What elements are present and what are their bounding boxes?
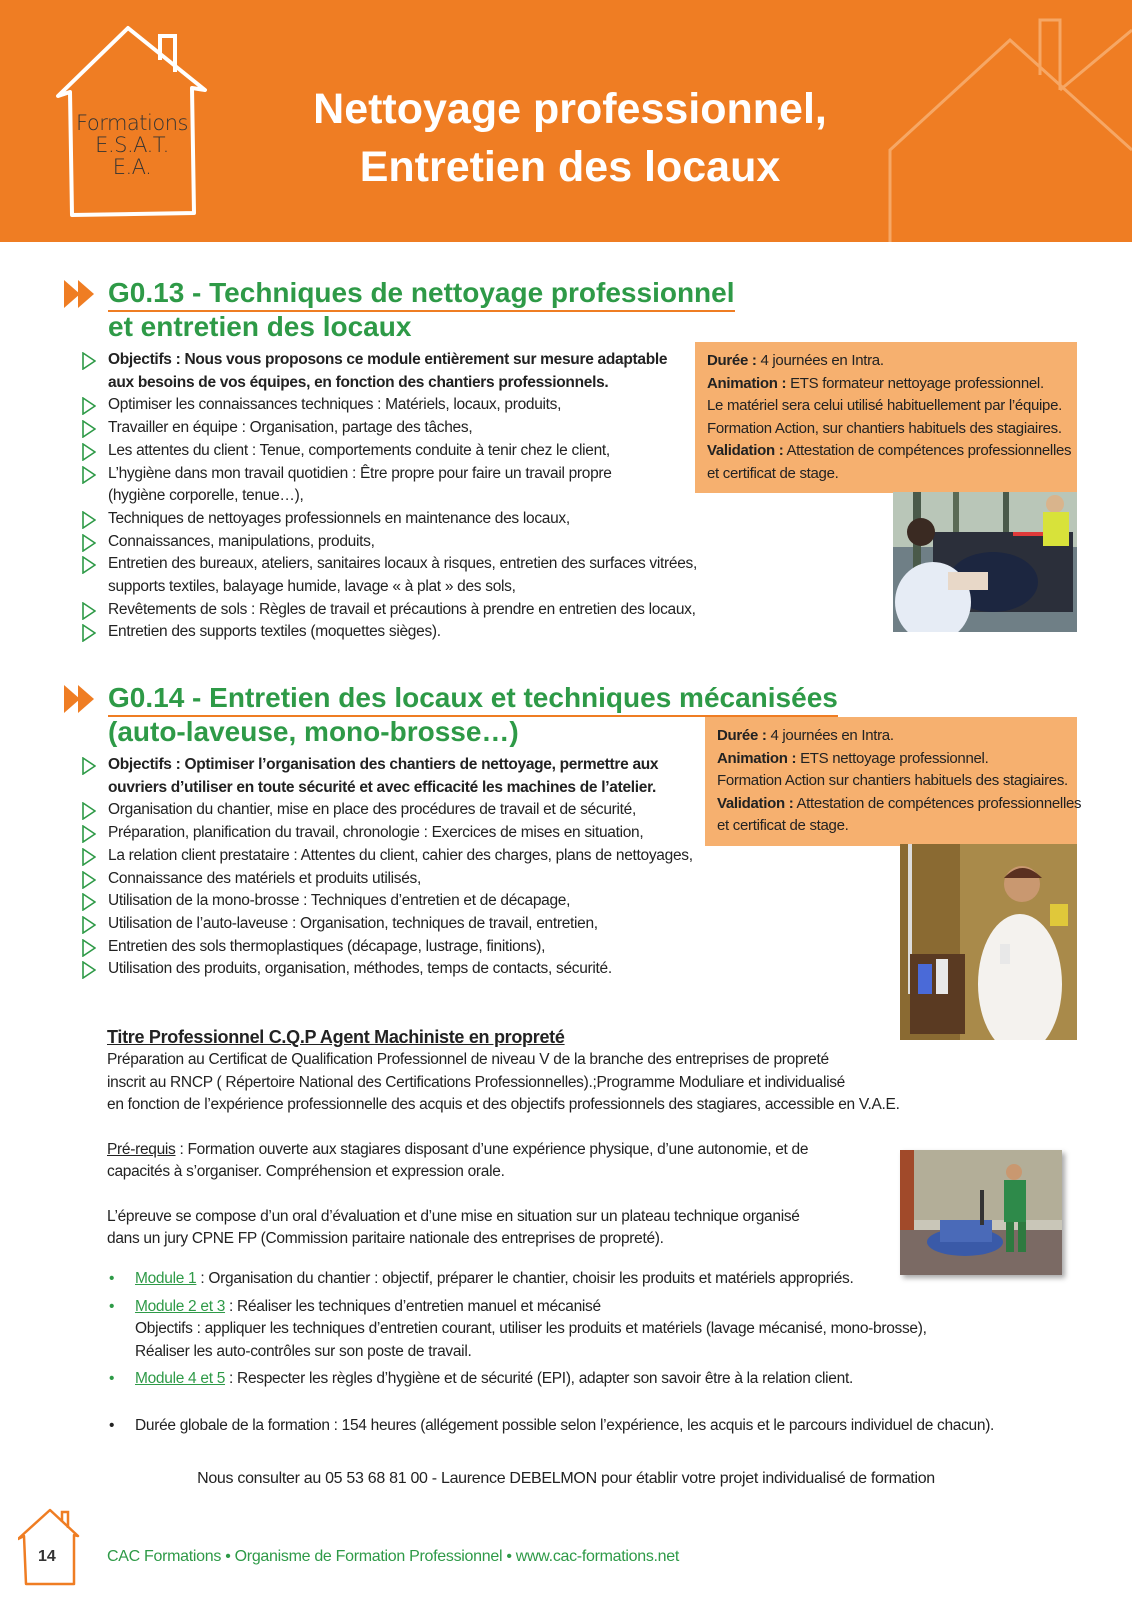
triangle-bullet-icon [82,534,96,552]
list-item: Objectifs : Optimiser l’organisation des chantiers de nettoyage, permettre aux [82,754,693,777]
module-link[interactable]: Module 4 et 5 [135,1370,226,1387]
triangle-bullet-icon [82,466,96,484]
cqp-title: Titre Professionnel C.Q.P Agent Machiniste en propreté [107,1027,565,1047]
list-item: aux besoins de vos équipes, en fonction des chantiers professionnels. [108,373,609,391]
module-item: • Module 4 et 5 : Respecter les règles d’hygiène et de sécurité (EPI), adapter son savoir être à la relation client. [107,1368,927,1391]
triangle-bullet-icon [82,556,96,574]
triangle-bullet-icon [82,802,96,820]
list-item: Préparation, planification du travail, chronologie : Exercices de mises en situation, [82,822,693,845]
g013-topic-list [82,349,697,644]
list-item: Techniques de nettoyages professionnels en maintenance des locaux, [82,508,697,531]
logo-text [72,112,192,178]
section-title-line: et entretien des locaux [108,311,412,342]
list-item: Connaissance des matériels et produits utilisés, [82,868,693,891]
duree-globale-list [107,1415,994,1438]
triangle-bullet-icon [82,893,96,911]
info-line: et certificat de stage. [717,817,849,834]
bullet-dot-icon: • [109,1297,115,1315]
cqp-para-line: Préparation au Certificat de Qualification Professionnel de niveau V de la branche des entreprises de propreté [107,1051,829,1068]
logo-line: Formations [76,111,188,135]
triangle-bullet-icon [82,757,96,775]
triangle-bullet-icon [82,848,96,866]
list-item: Entretien des supports textiles (moquettes sièges). [82,621,697,644]
info-line: Le matériel sera celui utilisé habituellement par l’équipe. [707,397,1063,414]
footer-text[interactable]: CAC Formations • Organisme de Formation Professionnel • www.cac-formations.net [107,1548,680,1565]
triangle-bullet-icon [82,961,96,979]
module-sub-line: Réaliser les auto-contrôles sur son poste de travail. [135,1342,472,1360]
section-title-line: (auto-laveuse, mono-brosse…) [108,716,519,747]
page-title-line: Entretien des locaux [359,143,781,191]
list-item: Revêtements de sols : Règles de travail et précautions à prendre en entretien des locaux, [82,599,697,622]
list-item: Les attentes du client : Tenue, comportements conduite à tenir chez le client, [82,440,697,463]
triangle-bullet-icon [82,602,96,620]
info-line: et certificat de stage. [707,464,839,482]
list-item: supports textiles, balayage humide, lavage « à plat » des sols, [108,578,516,596]
section-heading-g013 [64,276,864,346]
prereq-line: Pré-requis : Formation ouverte aux stagiares disposant d’une expérience physique, d’une autonomie, et de [107,1140,809,1158]
list-item: Travailler en équipe : Organisation, partage des tâches, [82,417,697,440]
g013-info-box [695,342,1077,493]
triangle-bullet-icon [82,397,96,415]
photo-vehicle-cleaning [893,492,1077,632]
bullet-dot-icon: • [109,1417,115,1434]
cqp-para-line: inscrit au RNCP ( Répertoire National des Certifications Professionnelles).;Programme Moduliare et individualisé [107,1073,846,1091]
logo-line: E.S.A.T. [95,133,169,157]
list-item: Entretien des bureaux, ateliers, sanitaires locaux à risques, entretien des surfaces vitrées, [82,553,697,576]
module-item: • Module 2 et 3 : Réaliser les techniques d’entretien manuel et mécanisé Objectifs : appliquer les techniques d’entretien courant, utiliser les produits et matériels (lavage mécanisé, mono-brosse), Réaliser les auto-contrôles sur son poste de travail. [107,1296,927,1364]
section-title-line: G0.14 - Entretien des locaux et techniques mécanisées [108,681,838,717]
list-item: Organisation du chantier, mise en place des procédures de travail et de sécurité, [82,799,693,822]
modules-list [107,1268,927,1396]
page-title [250,80,890,196]
section-title-line: G0.13 - Techniques de nettoyage professionnel [108,276,735,312]
list-item: ouvriers d’utiliser en toute sécurité et avec efficacité les machines de l’atelier. [108,778,656,796]
logo-line: E.A. [112,155,152,179]
triangle-bullet-icon [82,624,96,642]
duree-line: Durée : 4 journées en Intra. [717,727,894,744]
triangle-bullet-icon [82,825,96,843]
animation-line: Animation : ETS nettoyage professionnel. [717,749,989,767]
duree-line: Durée : 4 journées en Intra. [707,352,884,369]
list-item: (hygiène corporelle, tenue…), [108,487,304,505]
double-arrow-icon [64,683,104,715]
module-link[interactable]: Module 2 et 3 [135,1297,226,1315]
list-item: Connaissances, manipulations, produits, [82,531,697,554]
prereq-line: capacités à s’organiser. Compréhension et expression orale. [107,1163,505,1180]
footer-house-icon [18,1506,80,1588]
page-number: 14 [38,1548,56,1565]
module-sub-line: Objectifs : appliquer les techniques d’entretien courant, utiliser les produits et matériels (lavage mécanisé, mono-brosse), [135,1320,927,1337]
triangle-bullet-icon [82,916,96,934]
list-item: Utilisation de l’auto-laveuse : Organisation, techniques de travail, entretien, [82,913,693,936]
info-line: Formation Action, sur chantiers habituels des stagiaires. [707,419,1062,437]
list-item: Utilisation de la mono-brosse : Techniques d’entretien et de décapage, [82,890,693,913]
epreuve-line: L’épreuve se compose d’un oral d’évaluation et d’une mise en situation sur un plateau technique organisé [107,1207,800,1225]
validation-line: Validation : Attestation de compétences professionnelles [707,442,1072,459]
page-header [0,0,1132,242]
module-item: • Module 1 : Organisation du chantier : objectif, préparer le chantier, choisir les produits et matériels appropriés. [107,1268,927,1291]
contact-line: Nous consulter au 05 53 68 81 00 - Laurence DEBELMON pour établir votre projet individualisé de formation [197,1470,935,1487]
animation-line: Animation : ETS formateur nettoyage professionnel. [707,374,1044,392]
triangle-bullet-icon [82,511,96,529]
triangle-bullet-icon [82,871,96,889]
cqp-block [107,1025,900,1251]
cqp-para-line: en fonction de l’expérience professionnelle des acquis et des objectifs professionnels des stagiares, accessible en V.A.E. [107,1096,900,1113]
info-line: Formation Action sur chantiers habituels des stagiaires. [717,772,1068,789]
bullet-dot-icon: • [109,1370,115,1387]
epreuve-line: dans un jury CPNE FP (Commission paritaire nationale des entreprises de propreté). [107,1230,664,1247]
page-title-line: Nettoyage professionnel, [313,85,827,133]
list-item: L’hygiène dans mon travail quotidien : Être propre pour faire un travail propre [82,463,697,486]
g014-info-box [705,717,1082,846]
photo-cleaner-spraying [900,844,1077,1040]
module-link[interactable]: Module 1 [135,1270,197,1287]
triangle-bullet-icon [82,420,96,438]
validation-line: Validation : Attestation de compétences professionnelles [717,794,1082,812]
list-item: • Durée globale de la formation : 154 heures (allégement possible selon l’expérience, les acquis et le parcours individuel de chacun). [107,1415,994,1438]
list-item: Optimiser les connaissances techniques : Matériels, locaux, produits, [82,394,697,417]
list-item: Objectifs : Nous vous proposons ce module entièrement sur mesure adaptable [82,349,697,372]
list-item: Entretien des sols thermoplastiques (décapage, lustrage, finitions), [82,936,693,959]
triangle-bullet-icon [82,352,96,370]
bullet-dot-icon: • [109,1270,115,1287]
triangle-bullet-icon [82,443,96,461]
photo-floor-machine [900,1150,1062,1275]
list-item: La relation client prestataire : Attentes du client, cahier des charges, plans de nettoyages, [82,845,693,868]
g014-topic-list [82,754,693,981]
double-arrow-icon [64,278,104,310]
triangle-bullet-icon [82,939,96,957]
list-item: Utilisation des produits, organisation, méthodes, temps de contacts, sécurité. [82,958,693,981]
